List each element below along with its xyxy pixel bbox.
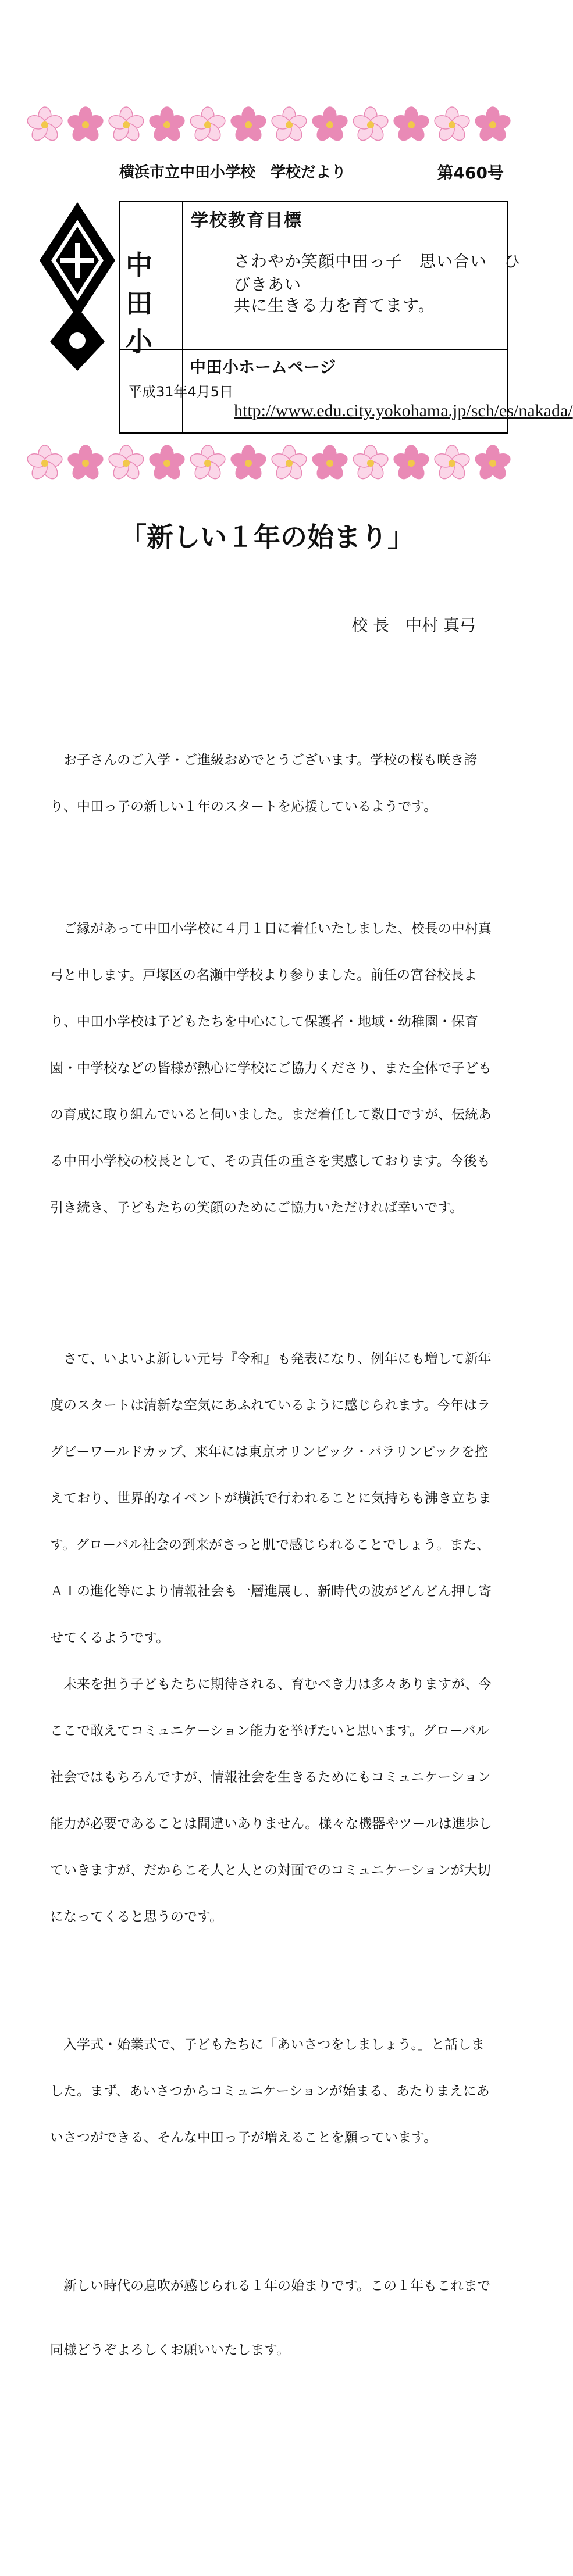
cherry-blossom-icon — [24, 443, 65, 484]
school-goal-title: 学校教育目標 — [191, 210, 302, 231]
cherry-blossom-icon — [106, 105, 147, 145]
article-paragraph: 入学式・始業式で、子どもたちに「あいさつをしましょう。」と話しました。まず、あいさつからコミュニケーションが始まる、あたりまえにあいさつができる、そんな中田っ子が増えることを願っています。 — [50, 2037, 490, 2145]
newsletter-name: 横浜市立中田小学校 学校だより — [119, 164, 347, 181]
cherry-blossom-icon — [391, 105, 432, 145]
cherry-blossom-icon — [472, 443, 513, 484]
article-paragraph: 未来を担う子どもたちに期待される、育むべき力は多々ありますが、今ここで敢えてコミュニケーション能力を挙げたいと思います。グローバル社会ではもちろんですが、情報社会を生きるためにもコミュニケーション能力が必要であることは間違いありません。様々な機器やツールは進歩していきますが、だからこそ人と人との対面でのコミュニケーションが大切になってくると思うのです。 — [50, 1677, 492, 1924]
cherry-blossom-icon — [228, 443, 269, 484]
cherry-blossom-icon — [106, 443, 147, 484]
issue-number: 第460号 — [437, 163, 504, 183]
cherry-blossom-icon — [269, 105, 309, 145]
cherry-blossom-icon — [432, 443, 472, 484]
cherry-blossom-icon — [187, 105, 228, 145]
header-box-divider — [182, 349, 508, 350]
school-name: 中田小 — [126, 249, 157, 357]
homepage-link[interactable]: http://www.edu.city.yokohama.jp/sch/es/nakada/ — [234, 401, 573, 420]
school-emblem-icon — [40, 202, 115, 371]
article-paragraph: ご縁があって中田小学校に４月１日に着任いたしました、校長の中村真弓と申します。戸塚区の名瀬中学校より参りました。前任の宮谷校長より、中田小学校は子どもたちを中心にして保護者・地域・幼稚園・保育園・中学校などの皆様が熱心に学校にご協力くださり、また全体で子どもの育成に取り組んでいると伺いました。まだ着任して数日ですが、伝統ある中田小学校の校長として、その責任の重さを実感しております。今後も引き続き、子どもたちの笑顔のためにご協力いただければ幸いです。 — [50, 921, 492, 1215]
issue-date: 平成31年4月5日 — [128, 384, 234, 400]
article-title: 「新しい１年の始まり」 — [120, 521, 414, 553]
cherry-blossom-icon — [391, 443, 432, 484]
cherry-blossom-icon — [309, 443, 350, 484]
cherry-blossom-icon — [432, 105, 472, 145]
cherry-blossom-icon — [350, 105, 391, 145]
cherry-blossom-border-bottom — [24, 443, 510, 484]
cherry-blossom-icon — [309, 105, 350, 145]
homepage-title: 中田小ホームページ — [190, 357, 336, 377]
cherry-blossom-border-top — [24, 105, 510, 145]
school-goal-line: 共に生きる力を育てます。 — [234, 296, 435, 315]
article-paragraph: 新しい時代の息吹が感じられる１年の始まりです。この１年もこれまで同様どうぞよろしくお願いいたします。 — [50, 2278, 491, 2357]
cherry-blossom-icon — [472, 105, 513, 145]
article-paragraph: さて、いよいよ新しい元号『令和』も発表になり、例年にも増して新年度のスタートは清新な空気にあふれているように感じられます。今年はラグビーワールドカップ、来年には東京オリンピック・パラリンピックを控えており、世界的なイベントが横浜で行われることに気持ちも沸き立ちます。グローバル社会の到来がさっと肌で感じられることでしょう。また、ＡＩの進化等により情報社会も一層進展し、新時代の波がどんどん押し寄せてくるようです。 — [50, 1351, 492, 1645]
cherry-blossom-icon — [65, 105, 106, 145]
cherry-blossom-icon — [65, 443, 106, 484]
cherry-blossom-icon — [187, 443, 228, 484]
article-paragraph: お子さんのご入学・ご進級おめでとうございます。学校の桜も咲き誇り、中田っ子の新しい１年のスタートを応援しているようです。 — [50, 753, 478, 814]
cherry-blossom-icon — [147, 443, 187, 484]
school-goal-line: さわやか笑顔中田っ子 思い合い ひびきあい — [234, 252, 521, 294]
cherry-blossom-icon — [269, 443, 309, 484]
cherry-blossom-icon — [228, 105, 269, 145]
cherry-blossom-icon — [350, 443, 391, 484]
cherry-blossom-icon — [147, 105, 187, 145]
article-author: 校 長 中村 真弓 — [351, 616, 476, 635]
cherry-blossom-icon — [24, 105, 65, 145]
